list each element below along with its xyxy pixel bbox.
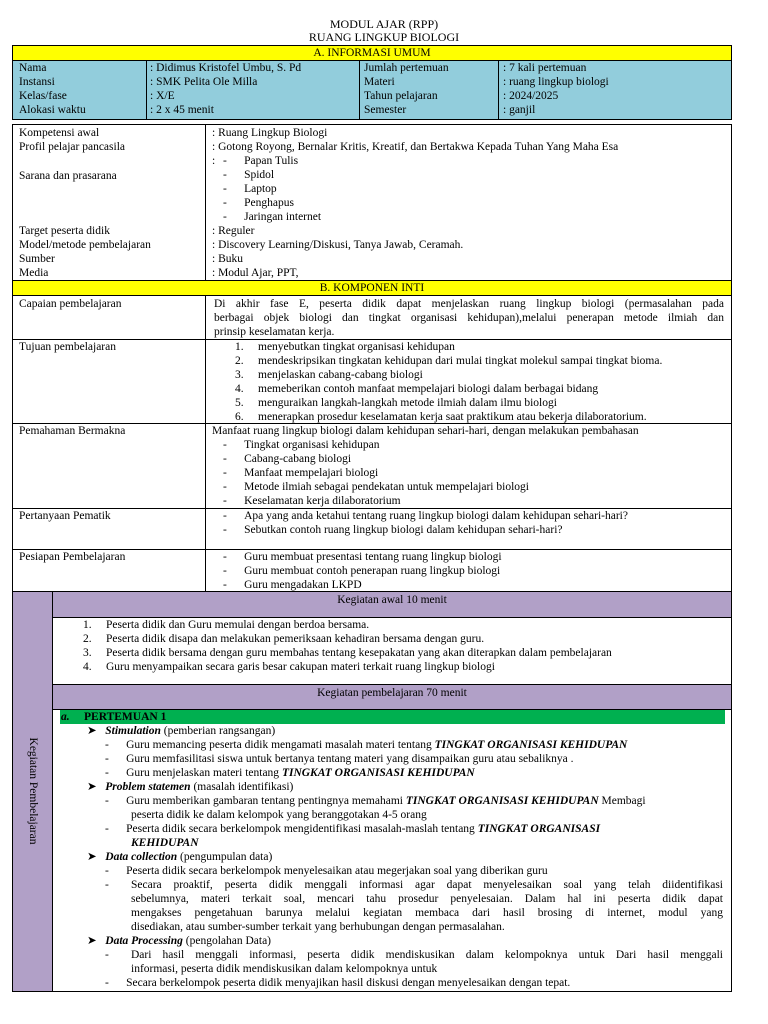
stimulation-list [105,738,627,780]
list-item: - Dari hasil menggali informasi, peserta didik mendiskusikan dalam kelompoknya untuk Dari hasil menggali informasi, peserta didik mendiskusikan dalam kelompoknya untuk [105,949,723,975]
persiapan-label: Pesiapan Pembelajaran [19,551,126,563]
list-item: - Guru memfasilitasi siswa untuk bertanya tentang materi yang disampaikan guru atau sebaliknya . [105,753,574,765]
sarana-list [223,154,321,224]
info-labels-left [19,61,86,117]
pertemuan-bar [60,710,725,724]
pertanyaan-list [223,509,628,537]
list-item: 4. memeberikan contoh manfaat mempelajari biologi dalam berbagai bidang [235,383,599,395]
list-item: - Metode ilmiah sebagai pendekatan untuk mempelajari biologi [223,481,529,493]
tujuan-list [235,340,662,424]
info-umum-table [12,60,732,120]
list-item: - Secara berkelompok peserta didik menyajikan hasil diskusi dengan menyelesaikan dengan tepat. [105,977,571,989]
tujuan-label: Tujuan pembelajaran [19,341,116,353]
kegiatan-awal-header: Kegiatan awal 10 menit [53,592,731,618]
info-label: Tahun pelajaran [364,90,438,102]
pertemuan-title: PERTEMUAN 1 [84,711,167,723]
media-value: : Modul Ajar, PPT, [212,267,299,279]
list-item: - Guru membuat presentasi tentang ruang lingkup biologi [223,551,502,563]
list-item: - Guru mengadakan LKPD [223,579,362,591]
pemahaman-label: Pemahaman Bermakna [19,425,126,437]
sumber-value: : Buku [212,253,243,265]
arrow-bullet-icon: ➤ [87,781,97,793]
info-value: : SMK Pelita Ole Milla [150,76,258,88]
arrow-bullet-icon: ➤ [87,935,97,947]
info-labels-right [364,61,449,117]
problem-heading: ➤ Problem statemen (masalah identifikasi) [87,781,294,793]
list-item: 1. Peserta didik dan Guru memulai dengan berdoa bersama. [83,619,370,631]
list-item: 2. Peserta didik disapa dan melakukan pemeriksaan kehadiran bersama dengan guru. [83,633,485,645]
target-label: Target peserta didik [19,225,110,237]
info-value: : 7 kali pertemuan [503,62,587,74]
list-item: - Jaringan internet [223,211,322,223]
details-table [12,124,732,281]
kompetensi-value: : Ruang Lingkup Biologi [212,127,328,139]
pertanyaan-label: Pertanyaan Pematik [19,510,111,522]
info-values-left [150,61,301,117]
model-value: : Discovery Learning/Diskusi, Tanya Jawab, Ceramah. [212,239,464,251]
list-item: 3. Peserta didik bersama dengan guru membahas tentang kesepakatan yang akan diterapkan dalam pembelajaran [83,647,612,659]
kegiatan-side-column [13,592,53,991]
sarana-prefix: : [212,155,216,167]
collection-heading: ➤ Data collection (pengumpulan data) [87,851,273,863]
kegiatan-inti-header: Kegiatan pembelajaran 70 menit [53,684,731,710]
list-item: 4. Guru menyampaikan secara garis besar cakupan materi terkait ruang lingkup biologi [83,661,495,673]
list-item-continued: KEHIDUPAN [131,837,199,849]
list-item: - Papan Tulis [223,155,299,167]
sarana-label: Sarana dan prasarana [19,170,117,182]
list-item: 1. menyebutkan tingkat organisasi kehidupan [235,341,455,353]
collection-list [105,864,723,934]
info-label: Instansi [19,76,55,88]
list-item: 3. menjelaskan cabang-cabang biologi [235,369,423,381]
info-label: Materi [364,76,395,88]
komponen-inti-table [12,295,732,592]
list-item: 2. mendeskripsikan tingkatan kehidupan dari mulai tingkat molekul sampai tingkat bioma. [235,355,663,367]
list-item: - Tingkat organisasi kehidupan [223,439,380,451]
list-item: 5. menguraikan langkah-langkah metode ilmiah dalam ilmu biologi [235,397,557,409]
list-item: - Cabang-cabang biologi [223,453,352,465]
list-item: - Peserta didik secara berkelompok mengidentifikasi masalah-maslah tentang TINGKAT ORGANISASI [105,823,601,835]
profil-label: Profil pelajar pancasila [19,141,126,153]
info-value: : 2024/2025 [503,90,559,102]
section-a-header: A. INFORMASI UMUM [12,45,732,61]
persiapan-list [223,550,502,592]
list-item: 6. menerapkan prosedur keselamatan kerja saat praktikum atau bekerja dilaboratorium. [235,411,647,423]
kegiatan-table [12,591,732,992]
arrow-bullet-icon: ➤ [87,851,97,863]
list-item: - Keselamatan kerja dilaboratorium [223,495,401,507]
media-label: Media [19,267,49,279]
info-label: Nama [19,62,47,74]
capaian-label: Capaian pembelajaran [19,298,122,310]
list-item: - Guru menjelaskan materi tentang TINGKAT ORGANISASI KEHIDUPAN [105,767,475,779]
list-item: - Secara proaktif, peserta didik menggali informasi agar dapat menyelesaikan soal yang telah diidentifikasi sebelumnya, materi terkait soal, mencari tahu prosedur penyelesaian. Dalam hal ini peserta didik dapat mengakses pengetahuan barunya melalui kegiatan membaca dari hasil brosing di internet, modul yang disediakan, atau sumber-sumber terkait yang berhubungan dengan permasalahan. [105,879,723,933]
list-item-continued: peserta didik ke dalam kelompok yang beranggotakan 4-5 orang [131,809,427,821]
kompetensi-label: Kompetensi awal [19,127,100,139]
target-value: : Reguler [212,225,255,237]
list-item: - Apa yang anda ketahui tentang ruang lingkup biologi dalam kehidupan sehari-hari? [223,510,628,522]
list-item: - Spidol [223,169,275,181]
profil-value: : Gotong Royong, Bernalar Kritis, Kreatif, dan Bertakwa Kepada Tuhan Yang Maha Esa [212,141,619,153]
sumber-label: Sumber [19,253,55,265]
pemahaman-list [223,438,529,508]
list-item: - Sebutkan contoh ruang lingkup biologi dalam kehidupan sehari-hari? [223,524,563,536]
kegiatan-side-label: Kegiatan Pembelajaran [27,737,39,845]
info-value: : Didimus Kristofel Umbu, S. Pd [150,62,302,74]
list-item: - Manfaat mempelajari biologi [223,467,379,479]
arrow-bullet-icon: ➤ [87,725,97,737]
list-item: - Guru membuat contoh penerapan ruang lingkup biologi [223,565,501,577]
info-label: Alokasi waktu [19,104,86,116]
kegiatan-awal-list [83,618,612,674]
info-values-right [503,61,609,117]
list-item: - Guru memberikan gambaran tentang pentingnya memahami TINGKAT ORGANISASI KEHIDUPAN Membagi [105,795,646,807]
section-b-header: B. KOMPONEN INTI [12,280,732,296]
info-label: Kelas/fase [19,90,67,102]
list-item: - Laptop [223,183,277,195]
stimulation-heading: ➤ Stimulation (pemberian rangsangan) [87,725,276,737]
model-label: Model/metode pembelajaran [19,239,151,251]
info-value: : ruang lingkup biologi [503,76,609,88]
pertemuan-letter: a. [61,711,70,723]
info-label: Jumlah pertemuan [364,62,449,74]
problem-list [105,794,646,850]
info-label: Semester [364,104,407,116]
list-item: - Guru memancing peserta didik mengamati masalah materi tentang TINGKAT ORGANISASI KEHIDUPAN [105,739,628,751]
info-value: : ganjil [503,104,536,116]
info-value: : X/E [150,90,175,102]
processing-heading: ➤ Data Processing (pengolahan Data) [87,935,272,947]
list-item: - Peserta didik secara berkelompok menyelesaikan atau megerjakan soal yang diberikan guru [105,865,548,877]
info-value: : 2 x 45 menit [150,104,214,116]
document-subtitle: RUANG LINGKUP BIOLOGI [308,30,460,44]
pemahaman-intro: Manfaat ruang lingkup biologi dalam kehidupan sehari-hari, dengan melakukan pembahasan [212,425,639,437]
document-title: MODUL AJAR (RPP) [329,17,439,31]
list-item: - Penghapus [223,197,294,209]
capaian-value: Di akhir fase E, peserta didik dapat menjelaskan ruang lingkup biologi (permasalahan pada berbagai objek biologi dan tingkat organisasi kehidupan),melalui penerapan metode ilmiah dan prinsip keselamatan kerja. [214,298,724,338]
processing-list [105,948,723,990]
